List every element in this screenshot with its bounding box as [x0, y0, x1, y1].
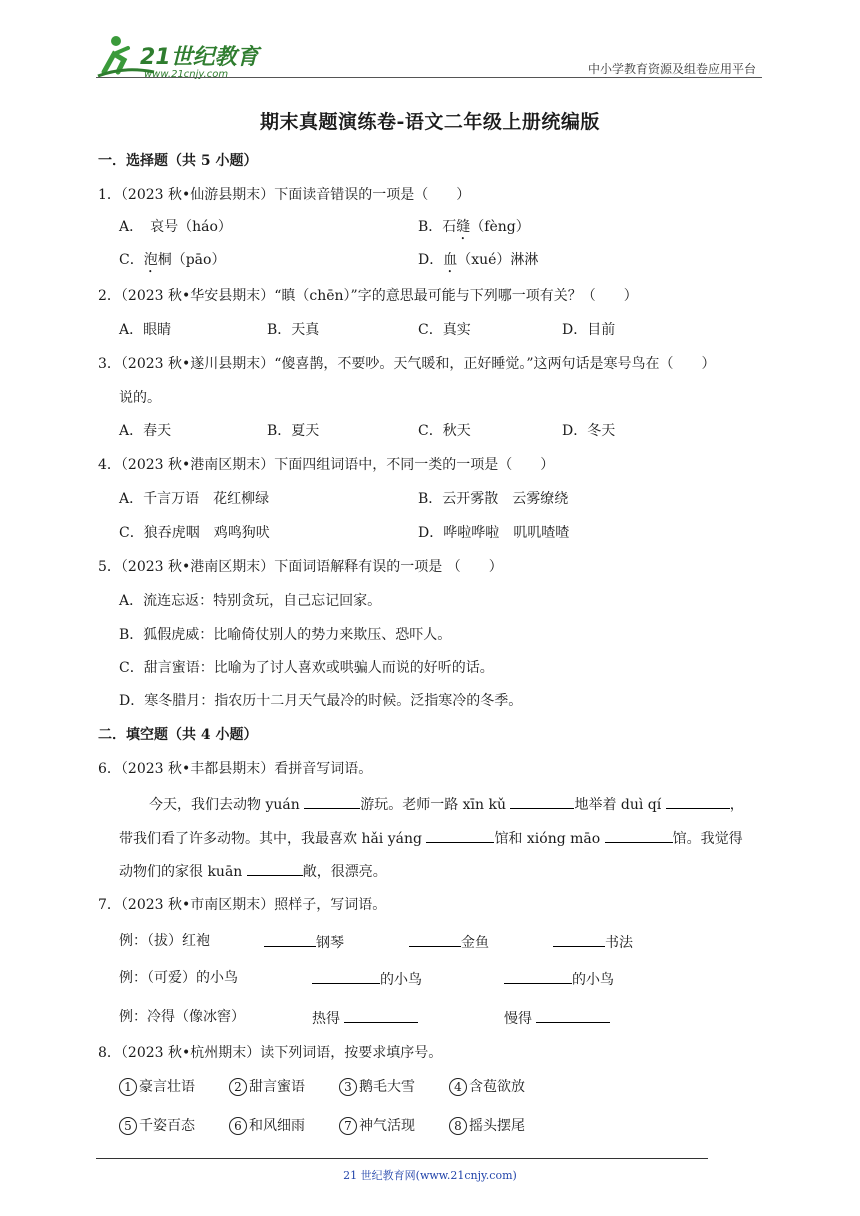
q2-option-a: A．眼睛 — [119, 322, 172, 338]
q6-l1d: ， — [729, 797, 744, 813]
q7-r2b-text: 的小鸟 — [572, 972, 614, 988]
q8-word: 千姿百态 — [139, 1118, 195, 1134]
q7-row3-a — [312, 1008, 418, 1028]
q6-l1c: 地举着 duì qí — [574, 797, 666, 813]
number-circle: 7 — [339, 1117, 357, 1135]
q7-row2-a — [312, 969, 422, 989]
q1-d-pre: D． — [418, 252, 444, 268]
q1-option-b — [418, 218, 530, 243]
q1-c-post: 桐（pāo） — [157, 252, 226, 268]
q8-word: 摇头摆尾 — [469, 1118, 525, 1134]
logo-text: 21世纪教育 — [140, 45, 259, 70]
answer-blank[interactable] — [304, 794, 360, 809]
section-heading-choice: 一．选择题（共 5 小题） — [98, 153, 258, 169]
q6-line3 — [119, 861, 387, 881]
q1-c-dot: 泡 — [143, 252, 158, 268]
q4-option-c: C．狼吞虎咽 鸡鸣狗吠 — [119, 525, 270, 541]
q4-option-b: B．云开雾散 云雾缭绕 — [418, 491, 569, 507]
number-circle: 2 — [229, 1078, 247, 1096]
q6-l1b: 游玩。老师一路 xīn kǔ — [360, 797, 511, 813]
q3-option-b: B．夏天 — [267, 423, 320, 439]
section-heading-fill: 二．填空题（共 4 小题） — [98, 727, 258, 743]
q2-option-b: B．天真 — [267, 322, 320, 338]
q7-r1a-text: 钢琴 — [316, 935, 344, 951]
q8-item-6 — [229, 1117, 305, 1135]
number-circle: 5 — [119, 1117, 137, 1135]
q3-stem: 3．（2023 秋•遂川县期末）“傻喜鹊，不要吵。天气暖和，正好睡觉。”这两句话是寒号鸟在（ ） — [98, 356, 716, 372]
q6-l1a: 今天，我们去动物 yuán — [149, 797, 305, 813]
q6-l2a: 带我们看了许多动物。其中，我最喜欢 hǎi yáng — [119, 831, 427, 847]
header-platform-text: 中小学教育资源及组卷应用平台 — [587, 62, 756, 76]
q7-row3-b — [504, 1008, 610, 1028]
answer-blank[interactable] — [666, 794, 730, 809]
q8-item-1 — [119, 1078, 195, 1096]
logo-subtext: www.21cnjy.com — [144, 69, 229, 80]
q1-c-pre: C． — [119, 252, 144, 268]
q4-option-d: D．哗啦哗啦 叽叽喳喳 — [418, 525, 570, 541]
q7-r2a-text: 的小鸟 — [380, 972, 422, 988]
q5-stem: 5．（2023 秋•港南区期末）下面词语解释有误的一项是 （ ） — [98, 559, 503, 575]
q6-l2b: 馆和 xióng māo — [494, 831, 605, 847]
q4-option-a: A．千言万语 花红柳绿 — [119, 491, 270, 507]
q1-option-d — [418, 251, 538, 276]
answer-blank[interactable] — [264, 932, 316, 947]
q3-option-a: A．春天 — [119, 423, 172, 439]
q1-option-c — [119, 251, 225, 276]
q2-stem: 2．（2023 秋•华安县期末）“瞋（chēn）”字的意思最可能与下列哪一项有关？（ ） — [98, 288, 638, 304]
q2-option-c: C．真实 — [418, 322, 471, 338]
q6-line1 — [149, 794, 744, 814]
q8-item-2 — [229, 1078, 305, 1096]
q6-line2 — [119, 828, 743, 848]
q8-item-3 — [339, 1078, 415, 1096]
q8-item-7 — [339, 1117, 415, 1135]
q8-word: 鹅毛大雪 — [359, 1079, 415, 1095]
number-circle: 3 — [339, 1078, 357, 1096]
q1-b-dot: 缝 — [456, 219, 471, 235]
footer-link[interactable]: 21 世纪教育网(www.21cnjy.com) — [343, 1169, 517, 1182]
q5-option-d: D．寒冬腊月：指农历十二月天气最冷的时候。泛指寒冷的冬季。 — [119, 693, 523, 709]
answer-blank[interactable] — [426, 828, 494, 843]
answer-blank[interactable] — [409, 932, 461, 947]
q7-row2-b — [504, 969, 614, 989]
q7-r1c-text: 书法 — [605, 935, 633, 951]
q7-row2-example: 例：（可爱）的小鸟 — [119, 970, 238, 986]
answer-blank[interactable] — [247, 861, 303, 876]
q3-option-c: C．秋天 — [418, 423, 471, 439]
q8-word: 和风细雨 — [249, 1118, 305, 1134]
q2-option-d: D．目前 — [562, 322, 616, 338]
q7-r1b-text: 金鱼 — [461, 935, 489, 951]
footer-divider — [96, 1158, 708, 1159]
q8-stem: 8．（2023 秋•杭州期末）读下列词语，按要求填序号。 — [98, 1045, 443, 1061]
q6-l2c: 馆。我觉得 — [672, 831, 743, 847]
answer-blank[interactable] — [312, 969, 380, 984]
q8-item-8 — [449, 1117, 525, 1135]
q8-word: 含苞欲放 — [469, 1079, 525, 1095]
answer-blank[interactable] — [605, 828, 673, 843]
q8-word: 神气活现 — [359, 1118, 415, 1134]
q1-stem: 1．（2023 秋•仙游县期末）下面读音错误的一项是（ ） — [98, 187, 471, 203]
q4-stem: 4．（2023 秋•港南区期末）下面四组词语中，不同一类的一项是（ ） — [98, 457, 555, 473]
answer-blank[interactable] — [553, 932, 605, 947]
q8-word: 豪言壮语 — [139, 1079, 195, 1095]
q7-row3-example: 例：冷得（像冰窖） — [119, 1009, 245, 1025]
answer-blank[interactable] — [536, 1008, 610, 1023]
q6-l3b: 敞，很漂亮。 — [302, 864, 387, 880]
q6-l3a: 动物们的家很 kuān — [119, 864, 247, 880]
q7-row1-a — [264, 932, 344, 952]
q1-d-dot: 血 — [443, 252, 458, 268]
q5-option-b: B．狐假虎威：比喻倚仗别人的势力来欺压、恐吓人。 — [119, 627, 452, 643]
q8-item-4 — [449, 1078, 525, 1096]
q7-stem: 7．（2023 秋•市南区期末）照样子，写词语。 — [98, 897, 387, 913]
q1-b-post: （fèng） — [470, 219, 530, 235]
q7-r3b-text: 慢得 — [504, 1011, 537, 1027]
q1-b-pre: B．石 — [418, 219, 457, 235]
site-logo — [94, 32, 264, 82]
number-circle: 6 — [229, 1117, 247, 1135]
number-circle: 1 — [119, 1078, 137, 1096]
q3-stem-cont: 说的。 — [119, 390, 161, 406]
q6-stem: 6．（2023 秋•丰都县期末）看拼音写词语。 — [98, 761, 373, 777]
answer-blank[interactable] — [504, 969, 572, 984]
q7-row1-c — [553, 932, 633, 952]
q8-word: 甜言蜜语 — [249, 1079, 305, 1095]
answer-blank[interactable] — [344, 1008, 418, 1023]
header-divider — [96, 77, 762, 78]
q1-d-post: （xué）淋淋 — [457, 252, 539, 268]
page-title: 期末真题演练卷-语文二年级上册统编版 — [260, 111, 600, 133]
q3-option-d: D．冬天 — [562, 423, 616, 439]
q5-option-a: A．流连忘返：特别贪玩，自己忘记回家。 — [119, 593, 382, 609]
q5-option-c: C．甜言蜜语：比喻为了讨人喜欢或哄骗人而说的好听的话。 — [119, 660, 494, 676]
q7-r3a-text: 热得 — [312, 1011, 345, 1027]
number-circle: 4 — [449, 1078, 467, 1096]
q7-row1-example: 例：（拔）红袍 — [119, 933, 210, 949]
q1-option-a: A． 哀号（háo） — [119, 219, 232, 235]
answer-blank[interactable] — [510, 794, 574, 809]
q7-row1-b — [409, 932, 489, 952]
number-circle: 8 — [449, 1117, 467, 1135]
q8-item-5 — [119, 1117, 195, 1135]
